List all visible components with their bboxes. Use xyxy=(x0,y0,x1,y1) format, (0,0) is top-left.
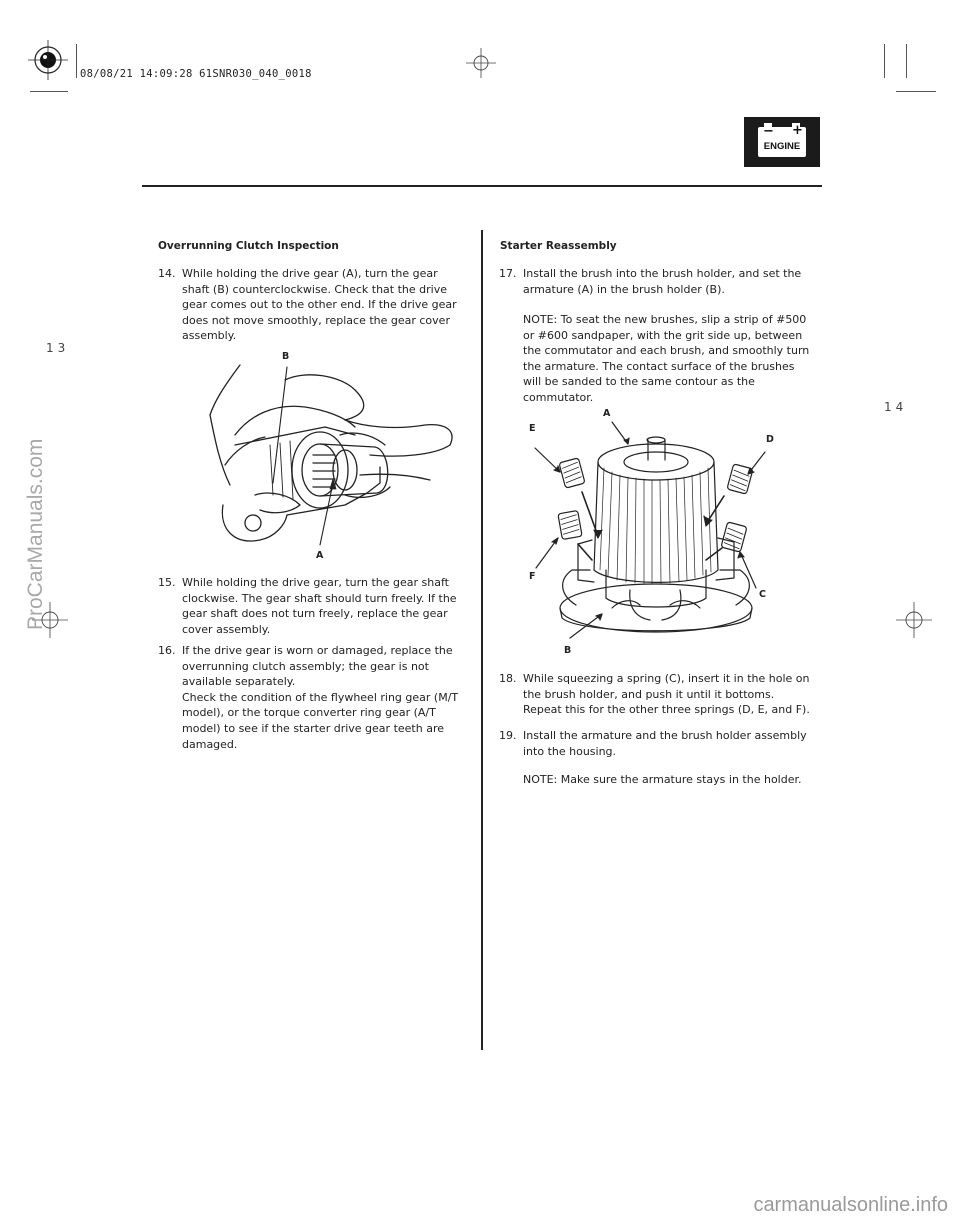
step-number: 17. xyxy=(499,267,517,280)
note-armature: NOTE: Make sure the armature stays in the holder. xyxy=(523,773,802,786)
page-number-right: 14 xyxy=(884,400,908,414)
battery-minus-sign: − xyxy=(763,124,774,139)
step-14 xyxy=(158,266,464,344)
crop-mark xyxy=(906,44,907,78)
crop-mark xyxy=(884,44,885,78)
step-text: If the drive gear is worn or damaged, replace the overrunning clutch assembly; the gear is not available separately. xyxy=(182,644,453,689)
armature-brush-holder-figure xyxy=(520,420,780,655)
print-timestamp: 08/08/21 14:09:28 61SNR030_040_0018 xyxy=(80,68,312,80)
callout-a-drive-gear: A xyxy=(316,550,324,561)
step-text-extra: Check the condition of the flywheel ring gear (M/T model), or the torque converter ring gear (A/T model) to see if the starter drive gear teeth are damaged. xyxy=(182,690,459,751)
header-rule xyxy=(142,185,822,187)
step-number: 14. xyxy=(158,267,176,280)
callout-e-spring: E xyxy=(529,423,536,434)
callout-d-spring: D xyxy=(766,434,774,445)
step-17 xyxy=(499,266,811,297)
engine-label: ENGINE xyxy=(763,141,801,152)
callout-c-spring: C xyxy=(759,589,766,600)
step-text: Install the armature and the brush holder assembly into the housing. xyxy=(523,729,807,758)
step-16 xyxy=(158,643,464,752)
step-text: While squeezing a spring (C), insert it in the hole on the brush holder, and push it until it bottoms. Repeat this for the other three springs (D, E, and F). xyxy=(523,672,810,717)
footer-site-mark: carmanualsonline.info xyxy=(753,1194,948,1216)
step-15 xyxy=(158,575,464,637)
callout-a-armature: A xyxy=(603,408,611,419)
step-text: Install the brush into the brush holder, and set the armature (A) in the brush holder (B). xyxy=(523,267,802,296)
page-number-left: 13 xyxy=(46,341,70,355)
note-sandpaper: NOTE: To seat the new brushes, slip a strip of #500 or #600 sandpaper, with the grit side up, between the commutator and each brush, and smoothly turn the armature. The contact surface of the brushes will be sanded to the same contour as the commutator. xyxy=(523,313,810,404)
step-19 xyxy=(499,728,811,759)
section-heading-clutch: Overrunning Clutch Inspection xyxy=(158,240,339,252)
section-heading-reassembly: Starter Reassembly xyxy=(500,240,617,252)
step-number: 16. xyxy=(158,644,176,657)
crop-mark xyxy=(76,44,77,78)
watermark-text: ProCarManuals.com xyxy=(24,438,47,630)
engine-section-badge xyxy=(744,117,820,167)
column-divider xyxy=(481,230,483,1050)
callout-f-spring: F xyxy=(529,571,536,582)
step-number: 19. xyxy=(499,729,517,742)
battery-plus-sign: + xyxy=(792,123,803,138)
step-number: 18. xyxy=(499,672,517,685)
step-number: 15. xyxy=(158,576,176,589)
registration-crosshair-top xyxy=(466,48,496,78)
registration-crosshair-right xyxy=(896,602,932,638)
registration-target-left xyxy=(28,40,68,80)
crop-mark xyxy=(30,91,68,92)
step-18 xyxy=(499,671,811,718)
clutch-inspection-figure xyxy=(195,355,465,555)
callout-b-gear-shaft: B xyxy=(282,351,290,362)
step-text: While holding the drive gear, turn the gear shaft clockwise. The gear shaft should turn freely. If the gear shaft does not turn freely, replace the gear cover assembly. xyxy=(182,576,457,636)
step-text: While holding the drive gear (A), turn the gear shaft (B) counterclockwise. Check that the drive gear comes out to the other end. If the drive gear does not move smoothly, replace the gear cover assembly. xyxy=(182,267,457,343)
callout-b-brush-holder: B xyxy=(564,645,572,656)
crop-mark xyxy=(896,91,936,92)
